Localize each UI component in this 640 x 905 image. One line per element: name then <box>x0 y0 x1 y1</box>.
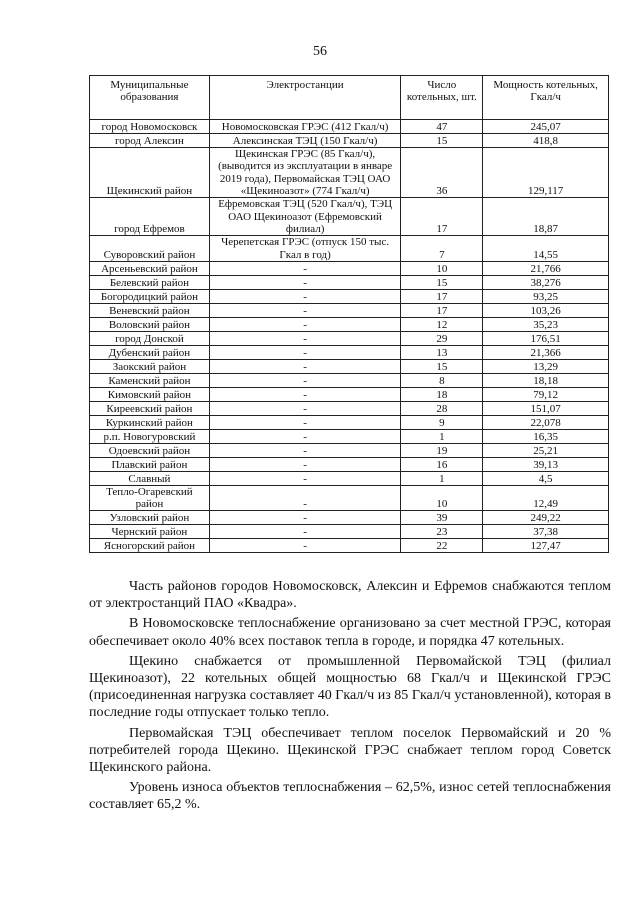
cell-boiler-count: 39 <box>401 511 483 525</box>
cell-boiler-capacity: 18,87 <box>483 198 609 236</box>
cell-municipality: город Алексин <box>90 134 210 148</box>
cell-municipality: Арсеньевский район <box>90 261 210 275</box>
body-text <box>89 578 611 817</box>
cell-boiler-count: 15 <box>401 359 483 373</box>
cell-municipality: Тепло-Огаревский район <box>90 485 210 511</box>
cell-boiler-count: 1 <box>401 429 483 443</box>
cell-boiler-count: 13 <box>401 345 483 359</box>
cell-boiler-count: 16 <box>401 457 483 471</box>
cell-municipality: Куркинский район <box>90 415 210 429</box>
cell-municipality: Кимовский район <box>90 387 210 401</box>
cell-municipality: Щекинский район <box>90 148 210 198</box>
cell-station: - <box>209 387 401 401</box>
table-row <box>90 345 609 359</box>
cell-boiler-capacity: 37,38 <box>483 525 609 539</box>
cell-boiler-capacity: 21,366 <box>483 345 609 359</box>
table-row <box>90 373 609 387</box>
cell-station: Щекинская ГРЭС (85 Гкал/ч), (выводится из эксплуатации в январе 2019 года), Первомайская ТЭЦ ОАО «Щекиноазот» (774 Гкал/ч) <box>209 148 401 198</box>
cell-boiler-capacity: 35,23 <box>483 317 609 331</box>
cell-boiler-count: 15 <box>401 275 483 289</box>
cell-boiler-capacity: 176,51 <box>483 331 609 345</box>
cell-station: - <box>209 359 401 373</box>
table-row <box>90 236 609 262</box>
cell-municipality: Киреевский район <box>90 401 210 415</box>
cell-municipality: Славный <box>90 471 210 485</box>
cell-station: Черепетская ГРЭС (отпуск 150 тыс. Гкал в год) <box>209 236 401 262</box>
cell-municipality: Дубенский район <box>90 345 210 359</box>
table-row <box>90 359 609 373</box>
cell-boiler-capacity: 25,21 <box>483 443 609 457</box>
cell-boiler-count: 28 <box>401 401 483 415</box>
cell-station: - <box>209 317 401 331</box>
cell-station: - <box>209 373 401 387</box>
cell-boiler-count: 23 <box>401 525 483 539</box>
table-row <box>90 289 609 303</box>
table-row <box>90 134 609 148</box>
header-boiler-count: Число котельных, шт. <box>401 76 483 120</box>
table-row <box>90 485 609 511</box>
cell-station: - <box>209 457 401 471</box>
table-row <box>90 275 609 289</box>
table-row <box>90 401 609 415</box>
cell-boiler-capacity: 13,29 <box>483 359 609 373</box>
cell-boiler-capacity: 39,13 <box>483 457 609 471</box>
cell-boiler-capacity: 129,117 <box>483 148 609 198</box>
cell-boiler-capacity: 38,276 <box>483 275 609 289</box>
cell-boiler-capacity: 21,766 <box>483 261 609 275</box>
cell-boiler-capacity: 127,47 <box>483 539 609 553</box>
cell-boiler-capacity: 79,12 <box>483 387 609 401</box>
table-row <box>90 471 609 485</box>
table-row <box>90 511 609 525</box>
cell-boiler-capacity: 18,18 <box>483 373 609 387</box>
cell-municipality: Веневский район <box>90 303 210 317</box>
table-row <box>90 457 609 471</box>
cell-municipality: город Донской <box>90 331 210 345</box>
cell-boiler-capacity: 22,078 <box>483 415 609 429</box>
cell-boiler-count: 17 <box>401 303 483 317</box>
cell-station: Новомосковская ГРЭС (412 Гкал/ч) <box>209 120 401 134</box>
cell-boiler-capacity: 418,8 <box>483 134 609 148</box>
table-row <box>90 148 609 198</box>
cell-station: - <box>209 303 401 317</box>
table-row <box>90 525 609 539</box>
paragraph: В Новомосковске теплоснабжение организовано за счет местной ГРЭС, которая обеспечивает около 40% всех поставок тепла в городе, и порядка 47 котельных. <box>89 616 611 649</box>
table-row <box>90 303 609 317</box>
cell-station: - <box>209 525 401 539</box>
cell-boiler-count: 22 <box>401 539 483 553</box>
table-row <box>90 443 609 457</box>
cell-boiler-capacity: 245,07 <box>483 120 609 134</box>
cell-station: - <box>209 429 401 443</box>
cell-boiler-capacity: 12,49 <box>483 485 609 511</box>
cell-municipality: город Новомосковск <box>90 120 210 134</box>
cell-boiler-count: 10 <box>401 261 483 275</box>
table-row <box>90 331 609 345</box>
cell-municipality: Воловский район <box>90 317 210 331</box>
paragraph: Уровень износа объектов теплоснабжения – 62,5%, износ сетей теплоснабжения составляет 65,2 %. <box>89 780 611 813</box>
cell-boiler-count: 15 <box>401 134 483 148</box>
cell-boiler-capacity: 151,07 <box>483 401 609 415</box>
cell-boiler-capacity: 103,26 <box>483 303 609 317</box>
cell-municipality: город Ефремов <box>90 198 210 236</box>
cell-station: - <box>209 443 401 457</box>
table-row <box>90 429 609 443</box>
cell-municipality: Суворовский район <box>90 236 210 262</box>
cell-station: - <box>209 401 401 415</box>
table-header-row <box>90 76 609 120</box>
cell-boiler-count: 10 <box>401 485 483 511</box>
cell-municipality: р.п. Новогуровский <box>90 429 210 443</box>
cell-boiler-count: 29 <box>401 331 483 345</box>
cell-station: - <box>209 345 401 359</box>
table-row <box>90 198 609 236</box>
cell-boiler-capacity: 4,5 <box>483 471 609 485</box>
header-stations: Электростанции <box>209 76 401 120</box>
paragraph: Щекино снабжается от промышленной Первомайской ТЭЦ (филиал Щекиноазот), 22 котельных общей мощностью 68 Гкал/ч и Щекинской ГРЭС (присоединенная нагрузка составляет 40 Гкал/ч из 85 Гкал/ч установленной), которая в последние годы отпускает только тепло. <box>89 653 611 721</box>
cell-boiler-count: 36 <box>401 148 483 198</box>
table-row <box>90 317 609 331</box>
table-row <box>90 415 609 429</box>
cell-boiler-capacity: 14,55 <box>483 236 609 262</box>
cell-municipality: Чернский район <box>90 525 210 539</box>
cell-station: Алексинская ТЭЦ (150 Гкал/ч) <box>209 134 401 148</box>
cell-boiler-count: 17 <box>401 198 483 236</box>
header-boiler-capacity: Мощность котельных, Гкал/ч <box>483 76 609 120</box>
cell-municipality: Богородицкий район <box>90 289 210 303</box>
cell-municipality: Ясногорский район <box>90 539 210 553</box>
cell-station: - <box>209 511 401 525</box>
cell-municipality: Каменский район <box>90 373 210 387</box>
cell-municipality: Узловский район <box>90 511 210 525</box>
paragraph: Часть районов городов Новомосковск, Алексин и Ефремов снабжаются теплом от электростанций ПАО «Квадра». <box>89 579 611 612</box>
cell-boiler-capacity: 16,35 <box>483 429 609 443</box>
cell-station: - <box>209 471 401 485</box>
cell-boiler-capacity: 93,25 <box>483 289 609 303</box>
cell-boiler-count: 7 <box>401 236 483 262</box>
table-row <box>90 539 609 553</box>
cell-boiler-count: 9 <box>401 415 483 429</box>
cell-boiler-count: 47 <box>401 120 483 134</box>
cell-municipality: Белевский район <box>90 275 210 289</box>
cell-municipality: Одоевский район <box>90 443 210 457</box>
cell-boiler-count: 18 <box>401 387 483 401</box>
cell-municipality: Заокский район <box>90 359 210 373</box>
cell-station: Ефремовская ТЭЦ (520 Гкал/ч), ТЭЦ ОАО Щекиноазот (Ефремовский филиал) <box>209 198 401 236</box>
table-row <box>90 261 609 275</box>
cell-station: - <box>209 539 401 553</box>
cell-station: - <box>209 289 401 303</box>
table-body <box>90 120 609 553</box>
cell-boiler-count: 17 <box>401 289 483 303</box>
page-number: 56 <box>313 44 327 59</box>
paragraph: Первомайская ТЭЦ обеспечивает теплом поселок Первомайский и 20 % потребителей города Щекино. Щекинской ГРЭС снабжает теплом город Советск Щекинского района. <box>89 725 611 776</box>
cell-station: - <box>209 415 401 429</box>
table-row <box>90 120 609 134</box>
cell-boiler-count: 1 <box>401 471 483 485</box>
header-municipality: Муниципальные образования <box>90 76 210 120</box>
cell-boiler-count: 19 <box>401 443 483 457</box>
cell-boiler-capacity: 249,22 <box>483 511 609 525</box>
cell-boiler-count: 12 <box>401 317 483 331</box>
boiler-capacity-table <box>89 75 609 553</box>
cell-station: - <box>209 275 401 289</box>
cell-station: - <box>209 261 401 275</box>
cell-station: - <box>209 485 401 511</box>
cell-station: - <box>209 331 401 345</box>
cell-municipality: Плавский район <box>90 457 210 471</box>
table-row <box>90 387 609 401</box>
cell-boiler-count: 8 <box>401 373 483 387</box>
